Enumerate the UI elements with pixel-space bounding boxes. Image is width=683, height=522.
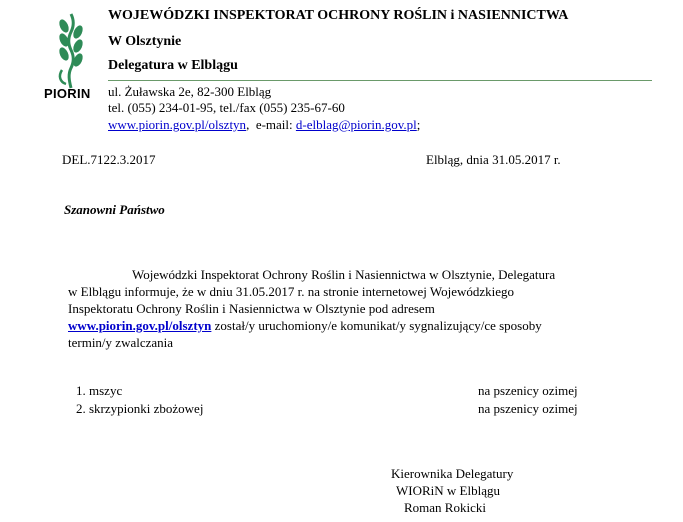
org-name: WOJEWÓDZKI INSPEKTORAT OCHRONY ROŚLIN i NASIENNICTWA [108, 8, 569, 23]
separator-text: , [246, 117, 250, 132]
website-link[interactable]: www.piorin.gov.pl/olsztyn [108, 117, 247, 132]
body-line-1: Wojewódzki Inspektorat Ochrony Roślin i Nasiennictwa w Olsztynie, Delegatura [132, 267, 556, 282]
branch-name: Delegatura w Elblągu [108, 58, 238, 73]
signature-name: Roman Rokicki [404, 500, 486, 515]
org-city: W Olsztynie [108, 34, 182, 49]
body-line-5: termin/y zwalczania [68, 335, 174, 350]
list-item-label: 2. skrzypionki zbożowej [76, 401, 204, 416]
list-item-crop: na pszenicy ozimej [478, 383, 578, 398]
body-line-4-rest: został/y uruchomiony/e komunikat/y sygnalizujący/ce sposoby [211, 318, 542, 333]
reference-number: DEL.7122.3.2017 [62, 152, 156, 167]
body-website-link[interactable]: www.piorin.gov.pl/olsztyn [68, 318, 212, 333]
phone: tel. (055) 234-01-95, tel./fax (055) 235-67-60 [108, 100, 345, 115]
body-line-3: Inspektoratu Ochrony Roślin i Nasiennictwa w Olsztynie pod adresem [68, 301, 435, 316]
wheat-stalk-icon [44, 10, 98, 90]
header-rule [108, 80, 652, 81]
salutation: Szanowni Państwo [64, 202, 165, 217]
logo-text: PIORIN [44, 86, 91, 101]
email-label: e-mail: [255, 117, 293, 132]
body-line-2: w Elblągu informuje, że w dniu 31.05.2017 r. na stronie internetowej Wojewódzkiego [68, 284, 515, 299]
address: ul. Żuławska 2e, 82-300 Elbląg [108, 84, 272, 99]
list-item-label: 1. mszyc [76, 383, 123, 398]
email-link[interactable]: d-elblag@piorin.gov.pl [295, 117, 417, 132]
body-line-4 [68, 318, 542, 334]
email-end: ; [416, 117, 421, 132]
contact-links-line [108, 117, 420, 133]
place-date: Elbląg, dnia 31.05.2017 r. [426, 152, 561, 167]
list-item-crop: na pszenicy ozimej [478, 401, 578, 416]
signature-title: Kierownika Delegatury [391, 466, 514, 481]
signature-unit: WIORiN w Elblągu [396, 483, 500, 498]
